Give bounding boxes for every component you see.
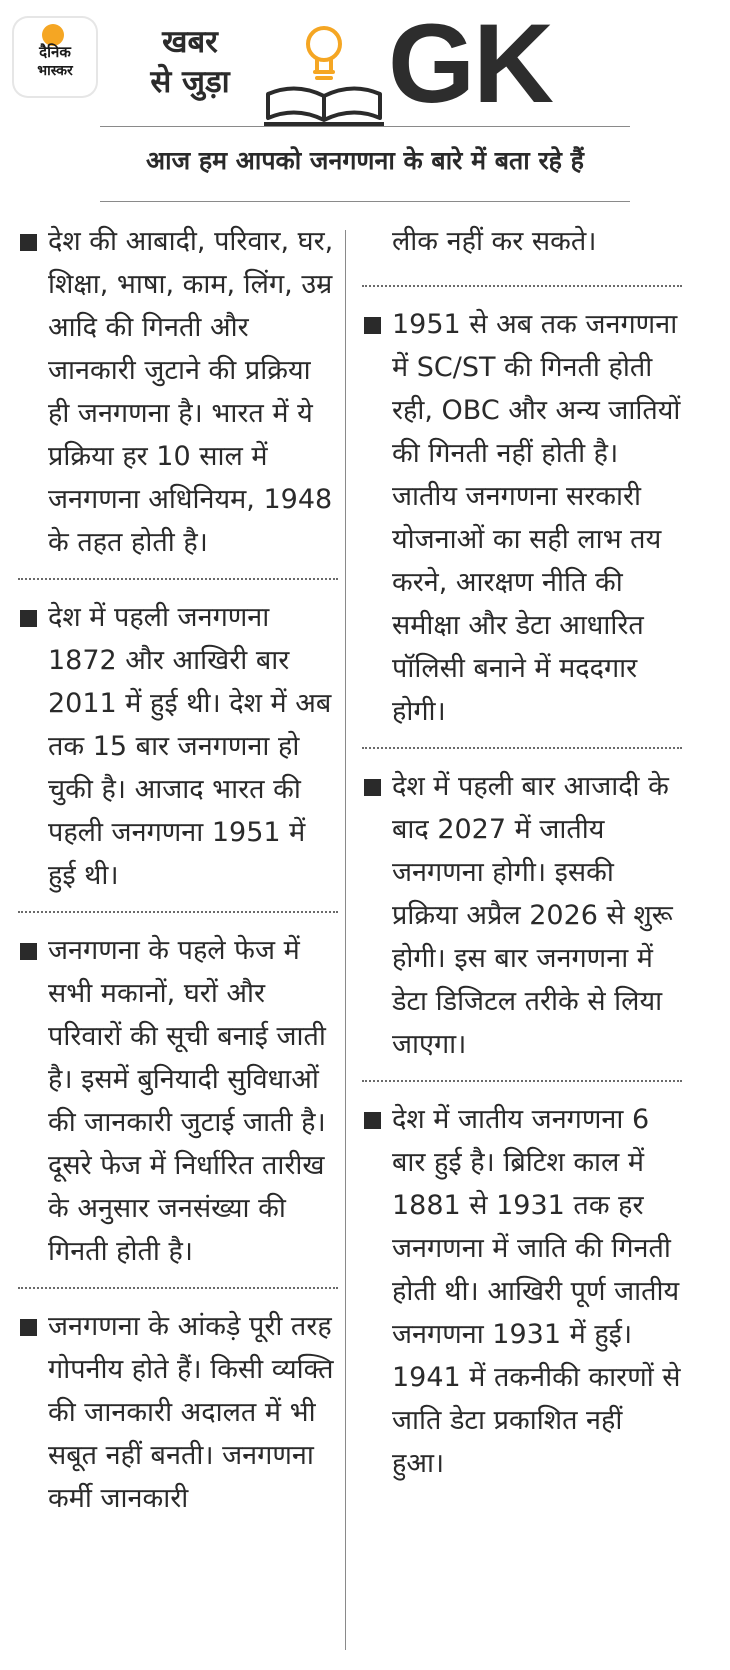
fact-item	[362, 1098, 682, 1485]
logo-line-1: दैनिक	[39, 43, 71, 61]
dotted-separator	[18, 578, 338, 580]
dotted-separator	[18, 1287, 338, 1289]
fact-item	[18, 596, 338, 897]
square-bullet-icon	[364, 779, 381, 796]
fact-text: देश में पहली जनगणना 1872 और आखिरी बार 2011 में हुई थी। देश में अब तक 15 बार जनगणना हो चुकी है। आजाद भारत की पहली जनगणना 1951 में हुई थी।	[48, 602, 332, 891]
header-line-1: खबर	[162, 24, 218, 60]
square-bullet-icon	[364, 317, 381, 334]
logo-line-2: भास्कर	[37, 63, 73, 79]
header-divider-top	[100, 126, 630, 127]
dotted-separator	[362, 747, 682, 749]
fact-continuation: लीक नहीं कर सकते।	[392, 226, 597, 257]
fact-item	[362, 303, 682, 733]
right-column	[362, 220, 682, 1485]
open-book-icon	[264, 88, 384, 124]
subtitle: आज हम आपको जनगणना के बारे में बता रहे हैं	[146, 146, 584, 175]
dotted-separator	[18, 911, 338, 913]
fact-text: 1951 से अब तक जनगणना में SC/ST की गिनती होती रही, OBC और अन्य जातियों की गिनती नहीं होती है। जातीय जनगणना सरकारी योजनाओं का सही लाभ तय करने, आरक्षण नीति की समीक्षा और डेटा आधारित पॉलिसी बनाने में मददगार होगी।	[392, 309, 681, 727]
fact-text: देश में पहली बार आजादी के बाद 2027 में जातीय जनगणना होगी। इसकी प्रक्रिया अप्रैल 2026 से शुरू होगी। इस बार जनगणना में डेटा डिजिटल तरीके से लिया जाएगा।	[392, 771, 673, 1060]
lightbulb-book-icon	[262, 16, 390, 136]
square-bullet-icon	[20, 943, 37, 960]
fact-item	[18, 929, 338, 1273]
header-line-2: से जुड़ा	[150, 64, 230, 100]
fact-item	[18, 1305, 338, 1520]
lightbulb-icon	[308, 28, 340, 78]
dotted-separator	[362, 1080, 682, 1082]
square-bullet-icon	[20, 610, 37, 627]
column-divider	[345, 230, 346, 1650]
left-column	[18, 220, 338, 1520]
fact-text: जनगणना के पहले फेज में सभी मकानों, घरों और परिवारों की सूची बनाई जाती है। इसमें बुनियादी सुविधाओं की जानकारी जुटाई जाती है। दूसरे फेज में निर्धारित तारीख के अनुसार जनसंख्या की गिनती होती है।	[48, 935, 326, 1267]
square-bullet-icon	[364, 1112, 381, 1129]
dotted-separator	[362, 285, 682, 287]
gk-title: GK	[388, 1, 552, 126]
fact-text: देश में जातीय जनगणना 6 बार हुई है। ब्रिटिश काल में 1881 से 1931 तक हर जनगणना में जाति की गिनती होती थी। आखिरी पूर्ण जातीय जनगणना 1931 में हुई। 1941 में तकनीकी कारणों से जाति डेटा प्रकाशित नहीं हुआ।	[392, 1104, 681, 1479]
square-bullet-icon	[20, 1319, 37, 1336]
fact-text: देश की आबादी, परिवार, घर, शिक्षा, भाषा, काम, लिंग, उम्र आदि की गिनती और जानकारी जुटाने की प्रक्रिया ही जनगणना है। भारत में ये प्रक्रिया हर 10 साल में जनगणना अधिनियम, 1948 के तहत होती है।	[48, 226, 334, 558]
fact-item	[362, 765, 682, 1066]
fact-text: जनगणना के आंकड़े पूरी तरह गोपनीय होते हैं। किसी व्यक्ति की जानकारी अदालत में भी सबूत नहीं बनती। जनगणना कर्मी जानकारी	[48, 1311, 334, 1514]
header-divider-bottom	[100, 201, 630, 202]
fact-item	[18, 220, 338, 564]
dainik-bhaskar-logo	[14, 18, 96, 96]
square-bullet-icon	[20, 234, 37, 251]
